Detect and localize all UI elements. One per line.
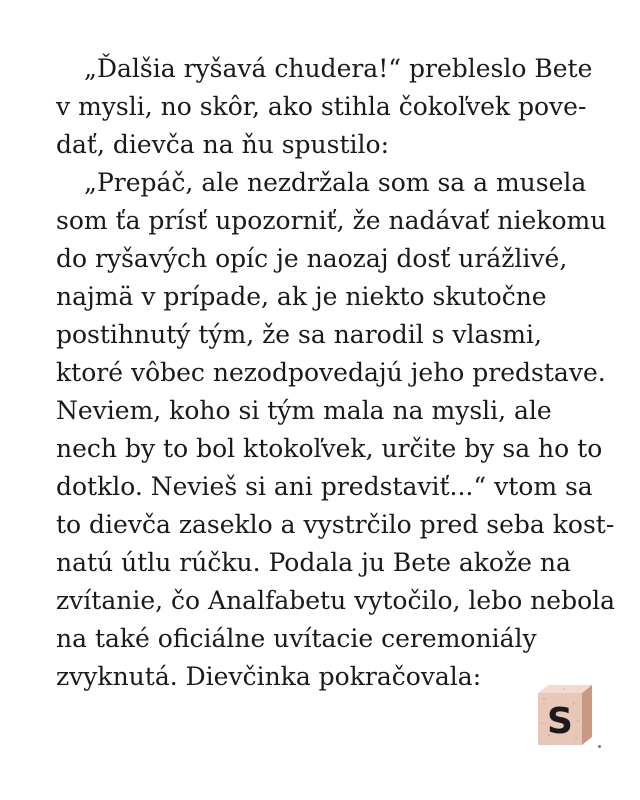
- text-line: som ťa prísť upozorniť, že nadávať niekomu: [56, 206, 607, 235]
- text-line: nech by to bol ktokoľvek, určite by sa ho to: [56, 434, 603, 463]
- text-line: ktoré vôbec nezodpovedajú jeho predstave.: [56, 358, 606, 387]
- speck-mark: [598, 745, 601, 748]
- text-line: do ryšavých opíc je naozaj dosť urážlivé,: [56, 244, 568, 273]
- text-line: najmä v prípade, ak je niekto skutočne: [56, 282, 547, 311]
- body-text: [56, 50, 616, 696]
- text-line: „Ďalšia ryšavá chudera!“ prebleslo Bete: [84, 54, 593, 83]
- text-line: v mysli, no skôr, ako stihla čokoľvek pove-: [56, 92, 587, 121]
- text-line: zvítanie, čo Analfabetu vytočilo, lebo nebola: [56, 586, 616, 615]
- text-line: Neviem, koho si tým mala na mysli, ale: [56, 396, 552, 425]
- text-line: dať, dievča na ňu spustilo:: [56, 130, 389, 159]
- paragraph-1: [56, 50, 616, 164]
- text-line: dotklo. Nevieš si ani predstaviť...“ vtom sa: [56, 472, 593, 501]
- text-line: zvyknutá. Dievčinka pokračovala:: [56, 662, 482, 691]
- text-line: postihnutý tým, že sa narodil s vlasmi,: [56, 320, 542, 349]
- text-line: natú útlu rúčku. Podala ju Bete akože na: [56, 548, 571, 577]
- paragraph-2: [56, 164, 616, 696]
- svg-text:S: S: [547, 701, 573, 742]
- text-line: to dievča zaseklo a vystrčilo pred seba kost-: [56, 510, 615, 539]
- letter-block-icon: [534, 683, 594, 747]
- text-line: „Prepáč, ale nezdržala som sa a musela: [84, 168, 587, 197]
- text-line: na také oficiálne uvítacie ceremoniály: [56, 624, 537, 653]
